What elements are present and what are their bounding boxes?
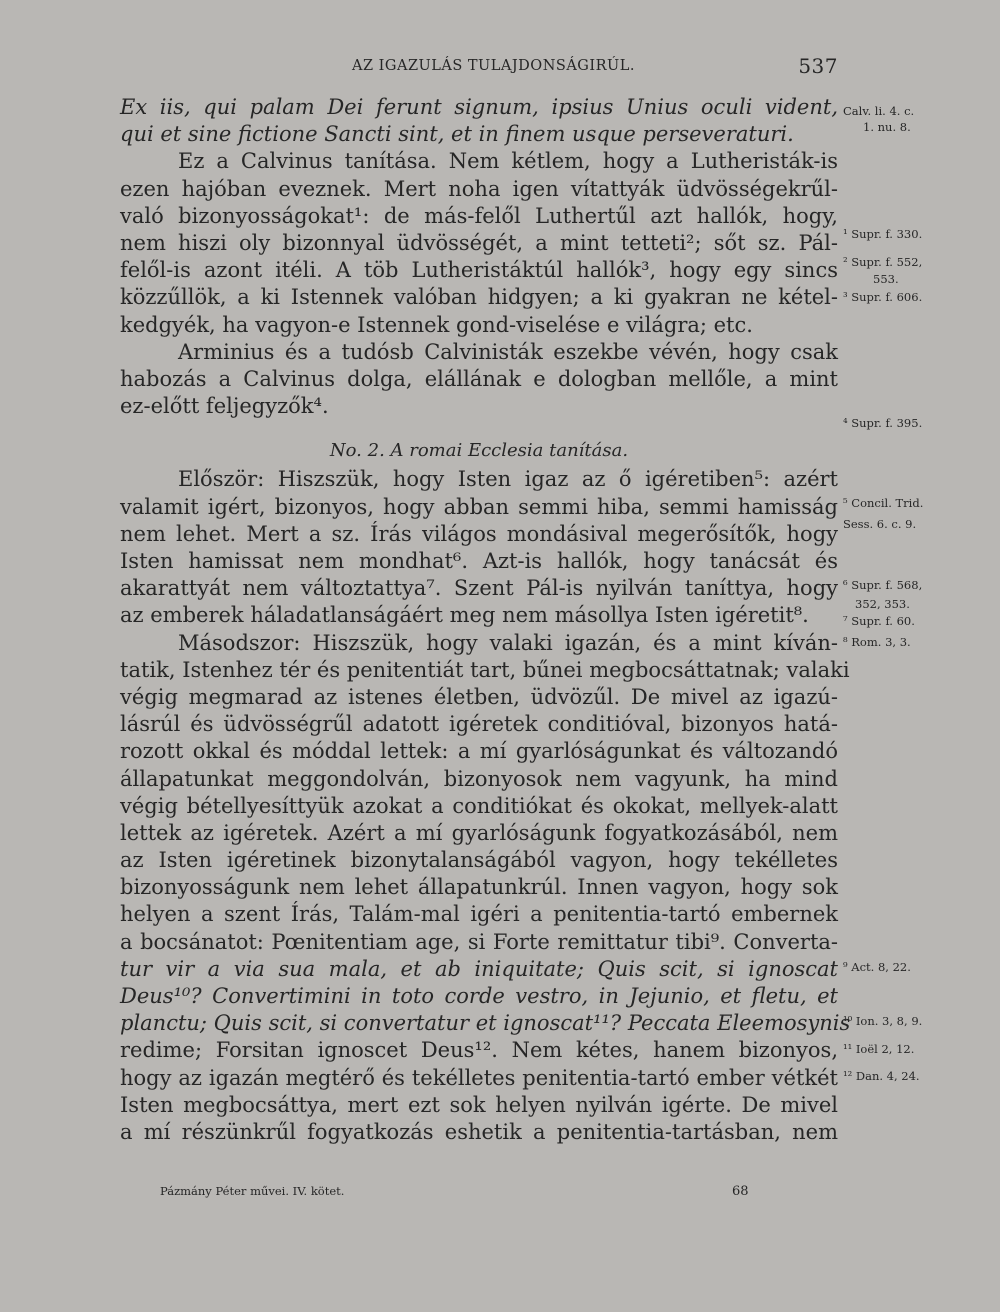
body-line: Először: Hiszszük, hogy Isten igaz az ő igéretiben⁵: azért [178,467,838,492]
body-line: végig megmarad az istenes életben, üdvözűl. De mivel az igazú- [120,684,838,709]
body-line: Ex iis, qui palam Dei ferunt signum, ipsius Unius oculi vident, [120,95,838,119]
margin-note: 1. nu. 8. [863,120,911,134]
body-line: planctu; Quis scit, si convertatur et ignoscat¹¹? Peccata Eleemosynis [120,1011,851,1036]
margin-note: ⁶ Supr. f. 568, [843,578,923,592]
body-line: ez-előtt feljegyzők⁴. [120,394,329,419]
section-heading: No. 2. A romai Ecclesia tanítása. [329,440,629,462]
body-line: tur vir a via sua mala, et ab iniquitate; Quis scit, si ignoscat [120,956,838,981]
body-line: hogy az igazán megtérő és tekélletes penitentia-tartó ember vétkét [120,1065,838,1090]
body-line: közzűllök, a ki Istennek valóban hidgyen; a ki gyakran ne kétel- [120,285,838,310]
body-line: nem hiszi oly bizonnyal üdvösségét, a mint tetteti²; sőt sz. Pál- [120,230,838,255]
body-line: ezen hajóban eveznek. Mert noha igen vítattyák üdvösségekrűl- [120,176,838,201]
body-line: qui et sine fictione Sancti sint, et in finem usque perseveraturi. [120,122,794,147]
body-line: a bocsánatot: Pœnitentiam age, si Forte remittatur tibi⁹. Converta- [120,929,838,954]
body-line: habozás a Calvinus dolga, elállának e dologban mellőle, a mint [120,366,838,391]
signature-mark: 68 [732,1184,749,1199]
body-line: Másodszor: Hiszszük, hogy valaki igazán, és a mint kíván- [178,630,838,655]
body-line: Deus¹⁰? Convertimini in toto corde vestro, in Jejunio, et fletu, et [120,984,838,1009]
body-line: a mí részünkrűl fogyatkozás eshetik a penitentia-tartásban, nem [120,1119,838,1144]
margin-note: ² Supr. f. 552, [843,255,923,269]
footer [160,1184,800,1198]
body-line: az emberek háladatlanságáért meg nem másollya Isten igéretit⁸. [120,603,809,628]
margin-note: 553. [873,272,899,286]
margin-note: Calv. li. 4. c. [843,104,915,118]
body-line: Isten hamissat nem mondhat⁶. Azt-is hallók, hogy tanácsát és [120,549,838,574]
margin-note: Sess. 6. c. 9. [843,517,917,531]
body-line: az Isten igéretinek bizonytalanságából vagyon, hogy tekélletes [120,848,838,873]
body-line: való bizonyosságokat¹: de más-felől Luthertűl azt hallók, hogy, [120,203,838,228]
body-line: tatik, Istenhez tér és penitentiát tart, bűnei megbocsáttatnak; valaki [120,657,850,682]
body-line: rozott okkal és móddal lettek: a mí gyarlóságunkat és változandó [120,739,838,764]
margin-note: ⁴ Supr. f. 395. [843,416,923,430]
body-line: helyen a szent Írás, Talám-mal igéri a penitentia-tartó embernek [120,902,838,927]
running-title: AZ IGAZULÁS TULAJDONSÁGIRÚL. [352,58,635,74]
body-line: kedgyék, ha vagyon-e Istennek gond-viselése e világra; etc. [120,312,753,337]
body-text [120,94,851,1146]
margin-note: ¹² Dan. 4, 24. [843,1069,920,1083]
body-line: Isten megbocsáttya, mert ezt sok helyen nyilván igérte. De mivel [120,1092,838,1117]
body-line: redime; Forsitan ignoscet Deus¹². Nem kétes, hanem bizonyos, [120,1038,838,1063]
margin-note: ⁹ Act. 8, 22. [843,960,911,974]
body-line: felől-is azont itéli. A töb Lutheristáktúl hallók³, hogy egy sincs [120,258,838,283]
margin-note: ¹⁰ Ion. 3, 8, 9. [843,1014,923,1028]
margin-note: ¹ Supr. f. 330. [843,227,923,241]
body-line: Arminius és a tudósb Calvinisták eszekbe vévén, hogy csak [178,339,838,364]
page-number: 537 [798,54,838,78]
body-line: lettek az igéretek. Azért a mí gyarlóságunk fogyatkozásából, nem [120,820,838,845]
body-line: nem lehet. Mert a sz. Írás világos mondásival megerősítők, hogy [120,521,838,546]
margin-note: ⁵ Concil. Trid. [843,496,924,510]
body-line: Ez a Calvinus tanítása. Nem kétlem, hogy a Lutheristák-is [178,149,838,174]
margin-note: 352, 353. [855,597,910,611]
body-line: valamit igért, bizonyos, hogy abban semmi hiba, semmi hamisság [120,494,838,519]
imprint: Pázmány Péter művei. IV. kötet. [160,1184,345,1198]
margin-note: ¹¹ Ioël 2, 12. [843,1042,915,1056]
body-line: végig bétellyesíttyük azokat a conditiókat és okokat, mellyek-alatt [120,793,838,818]
margin-note: ⁸ Rom. 3, 3. [843,635,911,649]
body-line: akarattyát nem változtattya⁷. Szent Pál-is nyilván taníttya, hogy [120,576,838,601]
body-line: lásrúl és üdvösségrűl adatott igéretek conditióval, bizonyos hatá- [120,712,838,737]
body-line: bizonyosságunk nem lehet állapatunkrúl. Innen vagyon, hogy sok [120,875,838,900]
body-line: állapatunkat meggondolván, bizonyosok nem vagyunk, ha mind [120,766,838,791]
margin-note: ⁷ Supr. f. 60. [843,614,915,628]
margin-note: ³ Supr. f. 606. [843,290,923,304]
